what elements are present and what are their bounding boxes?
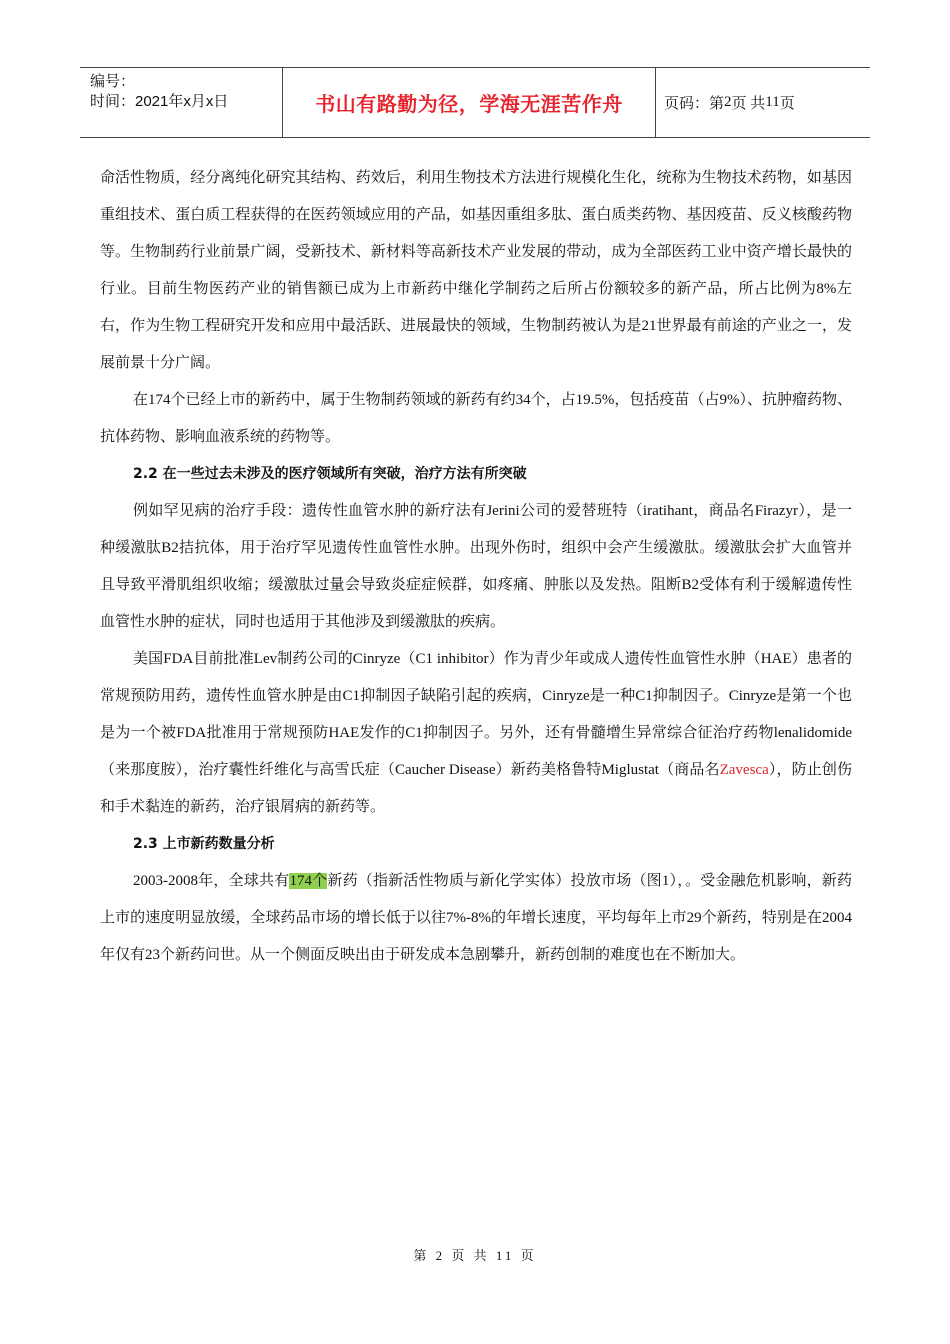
highlighted-count: 174个 (289, 873, 328, 889)
paragraph-biotech-drugs: 命活性物质，经分离纯化研究其结构、药效后，利用生物技术方法进行规模化生化，统称为生物技术药物，如基因重组技术、蛋白质工程获得的在医药领域应用的产品，如基因重组多肽、蛋白质类药物、基因疫苗、反义核酸药物等。生物制药行业前景广阔，受新技术、新材料等高新技术产业发展的带动，成为全部医药工业中资产增长最快的行业。目前生物医药产业的销售额已成为上市新药中继化学制药之后所占份额较多的新产品，所占比例为8%左右，作为生物工程研究开发和应用中最活跃、进展最快的领域，生物制药被认为是21世界最有前途的产业之一，发展前景十分广阔。 (100, 170, 852, 371)
section-heading-2-3: 2.3 上市新药数量分析 (133, 836, 275, 852)
page-total: 11 (765, 94, 780, 110)
count-text-start: 2003-2008年，全球共有 (133, 873, 290, 889)
page-prefix: 页码：第 (664, 96, 725, 112)
zavesca-red-text: Zavesca (719, 762, 769, 778)
page-suffix: 页 (779, 96, 795, 112)
paragraph-biotech-share: 在174个已经上市的新药中，属于生物制药领域的新药有约34个，占19.5%，包括疫苗（占9%）、抗肿瘤药物、抗体药物、影响血液系统的药物等。 (100, 392, 852, 445)
footer-mid: 页 共 (451, 1248, 490, 1263)
cinryze-text-end: ），防止创伤和手术黏连的新药，治疗银屑病的新药等。 (100, 762, 852, 815)
document-body (100, 160, 852, 974)
paragraph-new-drug-count (100, 863, 852, 974)
cinryze-text: 美国FDA目前批准Lev制药公司的Cinryze（C1 inhibitor）作为青少年或成人遗传性血管性水肿（HAE）患者的常规预防用药，遗传性血管水肿是由C1抑制因子缺陷引起的疾病，Cinryze是一种C1抑制因子。Cinryze是第一个也是为一个被FDA批准用于常规预防HAE发作的C1抑制因子。另外，还有骨髓增生异常综合征治疗药物lenalidomide（来那度胺），治疗囊性纤维化与高雪氏症（Caucher Disease）新药美格鲁特Miglustat（商品名 (100, 651, 852, 778)
footer-total: 11 (495, 1248, 515, 1263)
header-page-indicator (656, 68, 870, 137)
page-header (80, 67, 870, 138)
footer-suffix: 页 (520, 1248, 537, 1263)
page-mid: 页 共 (731, 96, 766, 112)
count-text-end: 新药（指新活性物质与新化学实体）投放市场（图1），。受金融危机影响，新药上市的速度明显放缓，全球药品市场的增长低于以往7%-8%的年增长速度，平均每年上市29个新药，特别是在2004年仅有23个新药问世。从一个侧面反映出由于研发成本急剧攀升，新药创制的难度也在不断加大。 (100, 873, 852, 963)
paragraph-rare-disease: 例如罕见病的治疗手段：遗传性血管水肿的新疗法有Jerini公司的爱替班特（iratihant，商品名Firazyr），是一种缓激肽B2拮抗体，用于治疗罕见遗传性血管性水肿。出现外伤时，组织中会产生缓激肽。缓激肽会扩大血管并且导致平滑肌组织收缩；缓激肽过量会导致炎症症候群，如疼痛、肿胀以及发热。阻断B2受体有利于缓解遗传性血管性水肿的症状，同时也适用于其他涉及到缓激肽的疾病。 (100, 503, 852, 630)
footer-current: 2 (435, 1248, 446, 1263)
header-motto-cell (282, 68, 656, 137)
footer-prefix: 第 (413, 1248, 430, 1263)
page-current: 2 (724, 94, 732, 110)
paragraph-fda-cinryze (100, 641, 852, 826)
header-meta (80, 68, 282, 137)
page-footer (0, 1245, 950, 1264)
doc-number-label: 编号： (90, 73, 136, 90)
section-heading-2-2: 2.2 在一些过去未涉及的医疗领域所有突破，治疗方法有所突破 (133, 466, 527, 482)
doc-time-label: 时间：2021年x月x日 (90, 93, 229, 110)
header-motto: 书山有路勤为径，学海无涯苦作舟 (315, 92, 623, 116)
